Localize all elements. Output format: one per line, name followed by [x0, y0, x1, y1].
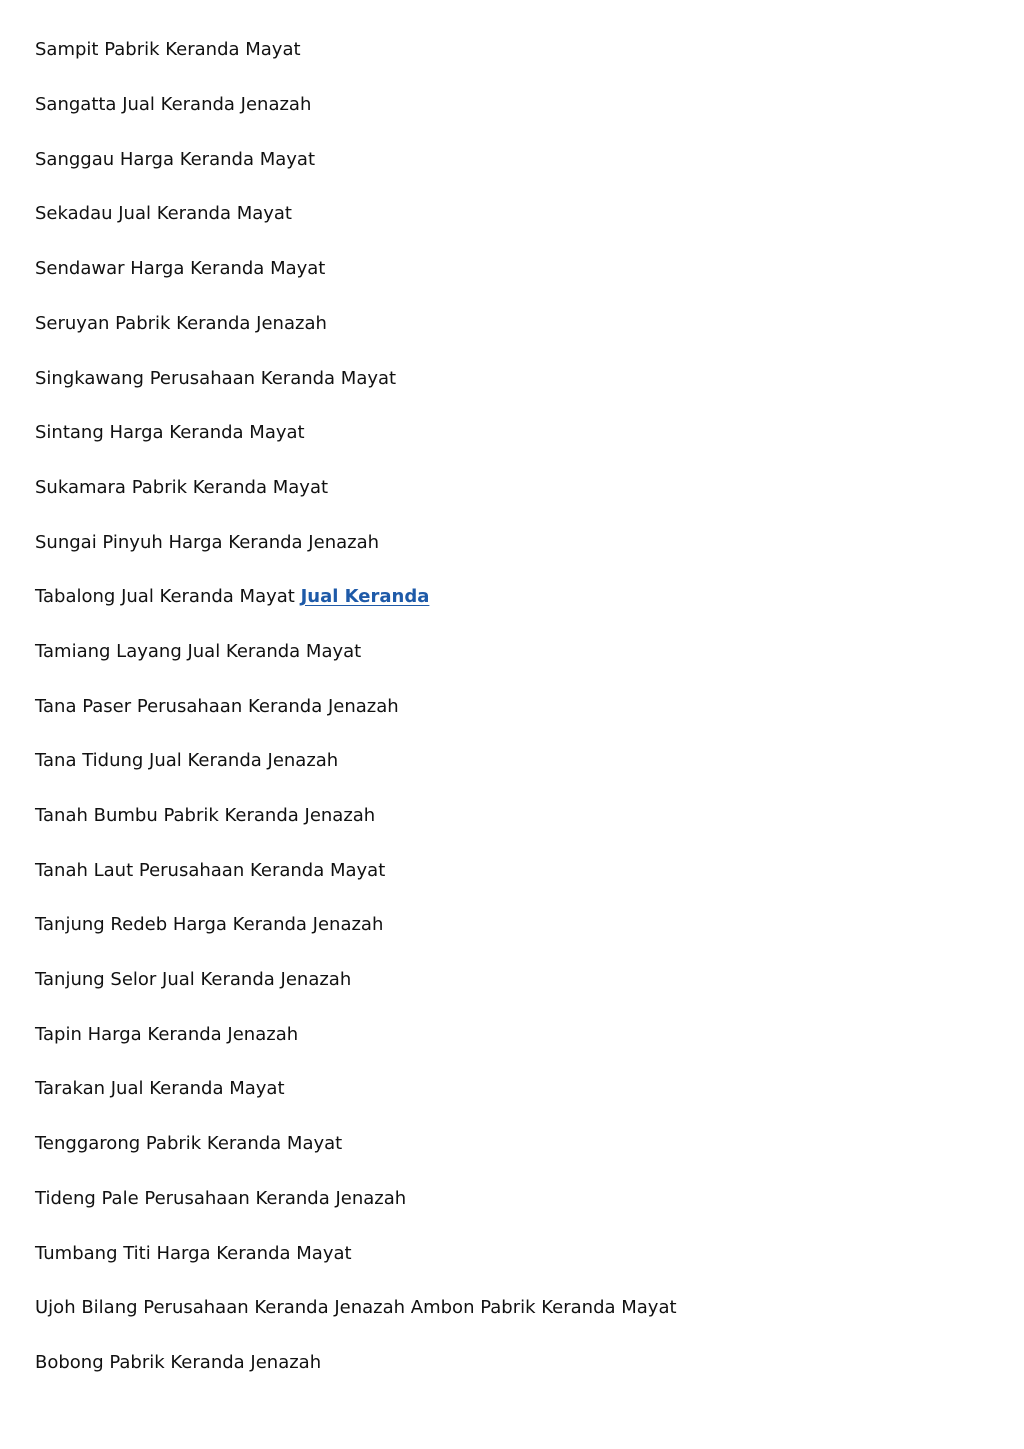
jual-keranda-link[interactable]: Jual Keranda [300, 586, 430, 607]
text-line: Tanah Bumbu Pabrik Keranda Jenazah [35, 805, 376, 826]
text-line: Tana Tidung Jual Keranda Jenazah [35, 750, 339, 771]
text-line: Ujoh Bilang Perusahaan Keranda Jenazah Ambon Pabrik Keranda Mayat [35, 1297, 677, 1318]
text-line: Tumbang Titi Harga Keranda Mayat [35, 1243, 352, 1264]
text-line-with-link [35, 583, 429, 611]
text-line: Sekadau Jual Keranda Mayat [35, 203, 292, 224]
text-line: Sungai Pinyuh Harga Keranda Jenazah [35, 532, 380, 553]
text-line: Tana Paser Perusahaan Keranda Jenazah [35, 696, 399, 717]
text-line: Tideng Pale Perusahaan Keranda Jenazah [35, 1188, 407, 1209]
text-line: Tanah Laut Perusahaan Keranda Mayat [35, 860, 386, 881]
text-line: Tenggarong Pabrik Keranda Mayat [35, 1133, 343, 1154]
text-line: Sendawar Harga Keranda Mayat [35, 258, 326, 279]
text-line: Sangatta Jual Keranda Jenazah [35, 94, 312, 115]
text-line: Tapin Harga Keranda Jenazah [35, 1024, 299, 1045]
text-line: Sampit Pabrik Keranda Mayat [35, 39, 301, 60]
text-line: Tanjung Redeb Harga Keranda Jenazah [35, 914, 384, 935]
text-line: Seruyan Pabrik Keranda Jenazah [35, 313, 327, 334]
text-line: Tarakan Jual Keranda Mayat [35, 1078, 285, 1099]
text-line: Sanggau Harga Keranda Mayat [35, 149, 316, 170]
text-line: Tanjung Selor Jual Keranda Jenazah [35, 969, 352, 990]
text-line: Singkawang Perusahaan Keranda Mayat [35, 368, 397, 389]
text-line: Tabalong Jual Keranda Mayat [35, 586, 295, 607]
text-line: Sintang Harga Keranda Mayat [35, 422, 305, 443]
text-line: Bobong Pabrik Keranda Jenazah [35, 1352, 322, 1373]
text-line: Sukamara Pabrik Keranda Mayat [35, 477, 329, 498]
text-line: Tamiang Layang Jual Keranda Mayat [35, 641, 362, 662]
